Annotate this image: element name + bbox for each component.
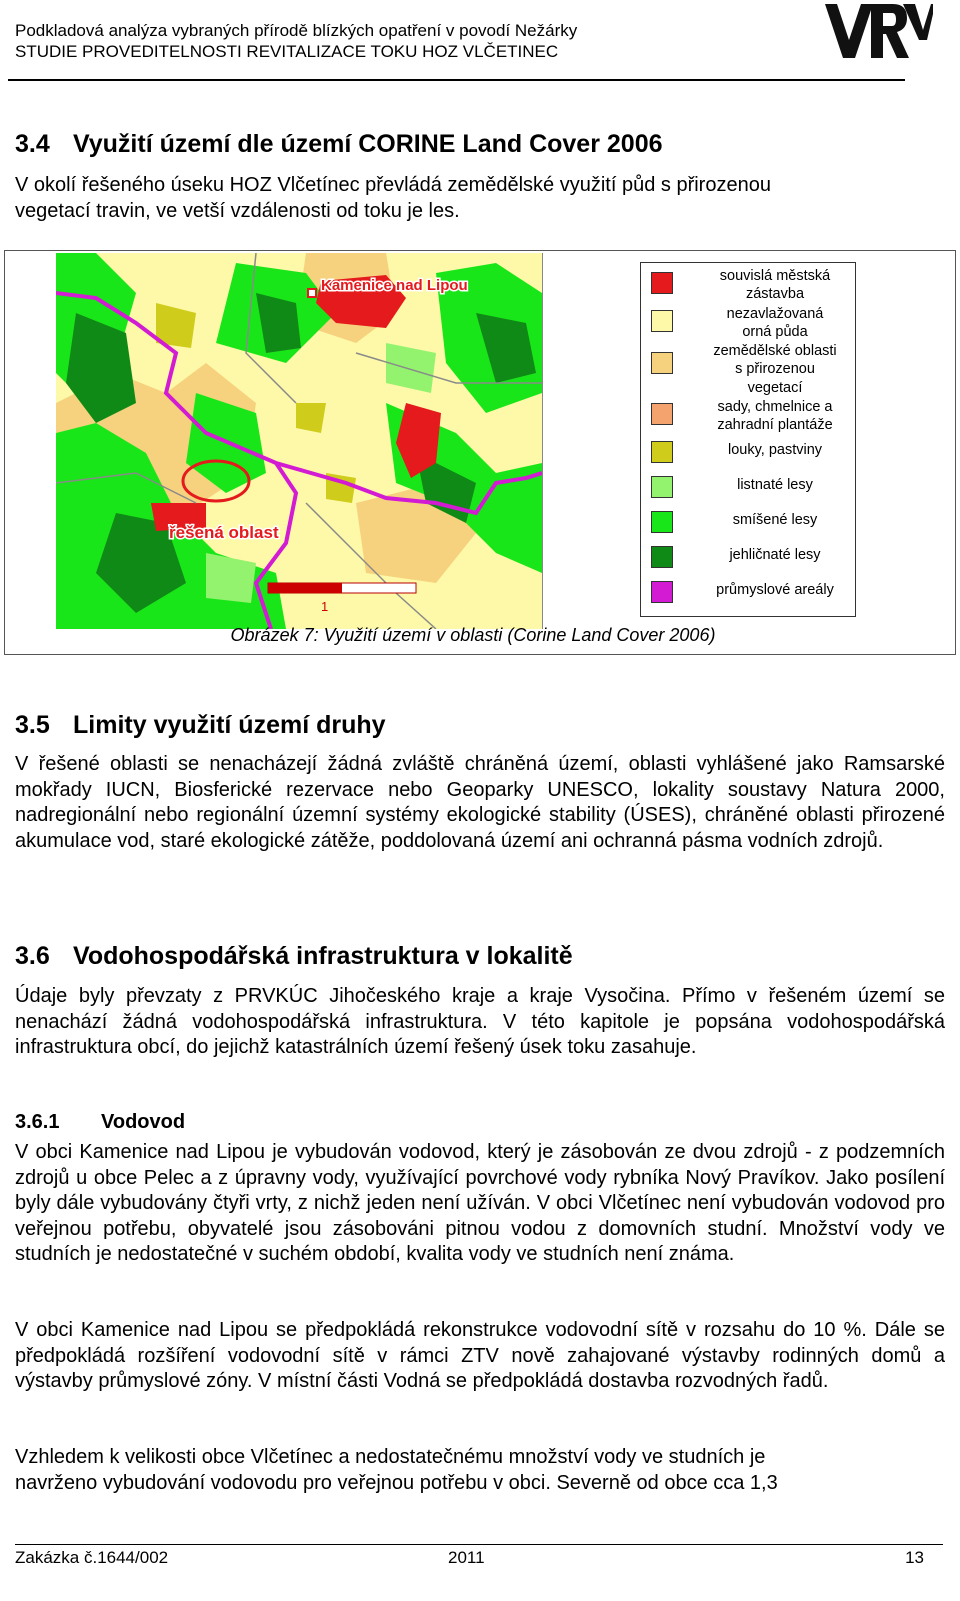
map-legend bbox=[640, 262, 856, 617]
section-3-6-heading bbox=[15, 941, 573, 971]
legend-swatch bbox=[651, 403, 673, 425]
section-3-5-paragraph: V řešené oblasti se nenacházejí žádná zvláště chráněná území, oblasti vyhlášené jako Ramsarské mokřady IUCN, Biosferické rezervace nebo Geoparky UNESCO, lokality soustavy Natura 2000, nadregionální nebo regionální územní systémy ekologické stability (ÚSES), chráněné oblasti přirozené akumulace vod, staré ekologické zátěže, poddolovaná území ani ochranná pásma vodních zdrojů. bbox=[15, 753, 945, 852]
section-3-6-1-paragraph-1: V obci Kamenice nad Lipou je vybudován vodovod, který je zásobován ze dvou zdrojů - z podzemních zdrojů u obce Pelec a z úpravny vody, využívající povrchové vody rybníka Nový Pravíkov. Jako posílení byly dále vybudovány čtyři vrty, z nichž jeden není užíván. V obci Vlčetínec není vybudován vodovod pro veřejnou potřebu, obyvatelé jsou zásobováni pitnou vodou z domovních studní. Množství vody ve studních je nedostatečné v suchém období, kvalita vody ve studních není známa. bbox=[15, 1141, 945, 1266]
section-number: 3.4 bbox=[15, 130, 50, 158]
section-number: 3.6.1 bbox=[15, 1111, 60, 1133]
scale-label: 1 bbox=[321, 599, 329, 614]
legend-label: smíšené lesy bbox=[732, 512, 818, 528]
legend-label: souvislá městská zástavba bbox=[719, 268, 831, 303]
section-number: 3.5 bbox=[15, 711, 50, 739]
legend-swatch bbox=[651, 511, 673, 533]
footer-rule bbox=[15, 1544, 943, 1545]
section-3-4-text-line2: vegetací travin, ve vetší vzdálenosti od toku je les. bbox=[15, 200, 460, 222]
footer-page-number: 13 bbox=[905, 1548, 924, 1567]
legend-swatch bbox=[651, 441, 673, 463]
section-3-6-1-paragraph-3-line1: Vzhledem k velikosti obce Vlčetínec a nedostatečnému množství vody ve studních je bbox=[15, 1446, 766, 1468]
legend-label: sady, chmelnice a zahradní plantáže bbox=[717, 399, 833, 434]
section-3-6-1-heading bbox=[15, 1110, 185, 1134]
section-3-6-1-paragraph-2: V obci Kamenice nad Lipou se předpokládá rekonstrukce vodovodní sítě v rozsahu do 10 %. Dále se předpokládá rozšíření vodovodní sítě v rámci ZTV nově zahajované výstavby rodinných domů a výstavby průmyslové zóny. V místní části Vodná se předpokládá dostavba rozvodných řadů. bbox=[15, 1319, 945, 1393]
section-3-6-paragraph: Údaje byly převzaty z PRVKÚC Jihočeského kraje a kraje Vysočina. Přímo v řešeném území se nenachází žádná vodohospodářská infrastruktura. V této kapitole je popsána vodohospodářská infrastruktura obcí, do jejichž katastrálních území řešený úsek toku zasahuje. bbox=[15, 985, 945, 1059]
section-3-4-text-line1: V okolí řešeného úseku HOZ Vlčetínec převládá zemědělské využití půd s přirozenou bbox=[15, 174, 771, 196]
legend-label: listnaté lesy bbox=[737, 477, 813, 493]
legend-swatch bbox=[651, 546, 673, 568]
vrv-logo bbox=[823, 0, 933, 62]
legend-swatch bbox=[651, 310, 673, 332]
section-3-6-1-paragraph-3-line2: navrženo vybudování vodovodu pro veřejnou potřebu v obci. Severně od obce cca 1,3 bbox=[15, 1472, 778, 1494]
legend-label: nezavlažovaná orná půda bbox=[726, 306, 824, 341]
land-cover-map bbox=[56, 253, 543, 629]
legend-swatch bbox=[651, 476, 673, 498]
figure-caption: Obrázek 7: Využití území v oblasti (Corine Land Cover 2006) bbox=[230, 625, 716, 645]
legend-label: jehličnaté lesy bbox=[729, 547, 821, 563]
legend-swatch bbox=[651, 581, 673, 603]
legend-swatch bbox=[651, 352, 673, 374]
legend-label: zemědělské oblasti s přirozenou vegetací bbox=[713, 343, 837, 396]
section-number: 3.6 bbox=[15, 942, 50, 970]
map-label-town: Kamenice nad Lipou bbox=[321, 277, 468, 294]
header-title-line2: STUDIE PROVEDITELNOSTI REVITALIZACE TOKU HOZ VLČETINEC bbox=[15, 42, 559, 61]
map-label-area: řešená oblast bbox=[169, 523, 279, 542]
header-rule bbox=[8, 79, 905, 81]
legend-label: průmyslové areály bbox=[716, 582, 834, 598]
section-3-5-heading bbox=[15, 710, 386, 740]
section-title: Využití území dle území CORINE Land Cover 2006 bbox=[73, 130, 663, 158]
section-3-4-heading bbox=[15, 129, 663, 159]
section-title: Vodohospodářská infrastruktura v lokalitě bbox=[73, 942, 573, 970]
footer-year: 2011 bbox=[448, 1548, 485, 1567]
section-title: Limity využití území druhy bbox=[73, 711, 386, 739]
legend-label: louky, pastviny bbox=[727, 442, 823, 458]
header-title-line1: Podkladová analýza vybraných přírodě blízkých opatření v povodí Nežárky bbox=[15, 21, 578, 40]
footer-contract: Zakázka č.1644/002 bbox=[15, 1548, 169, 1567]
legend-swatch bbox=[651, 272, 673, 294]
section-title: Vodovod bbox=[101, 1111, 186, 1133]
